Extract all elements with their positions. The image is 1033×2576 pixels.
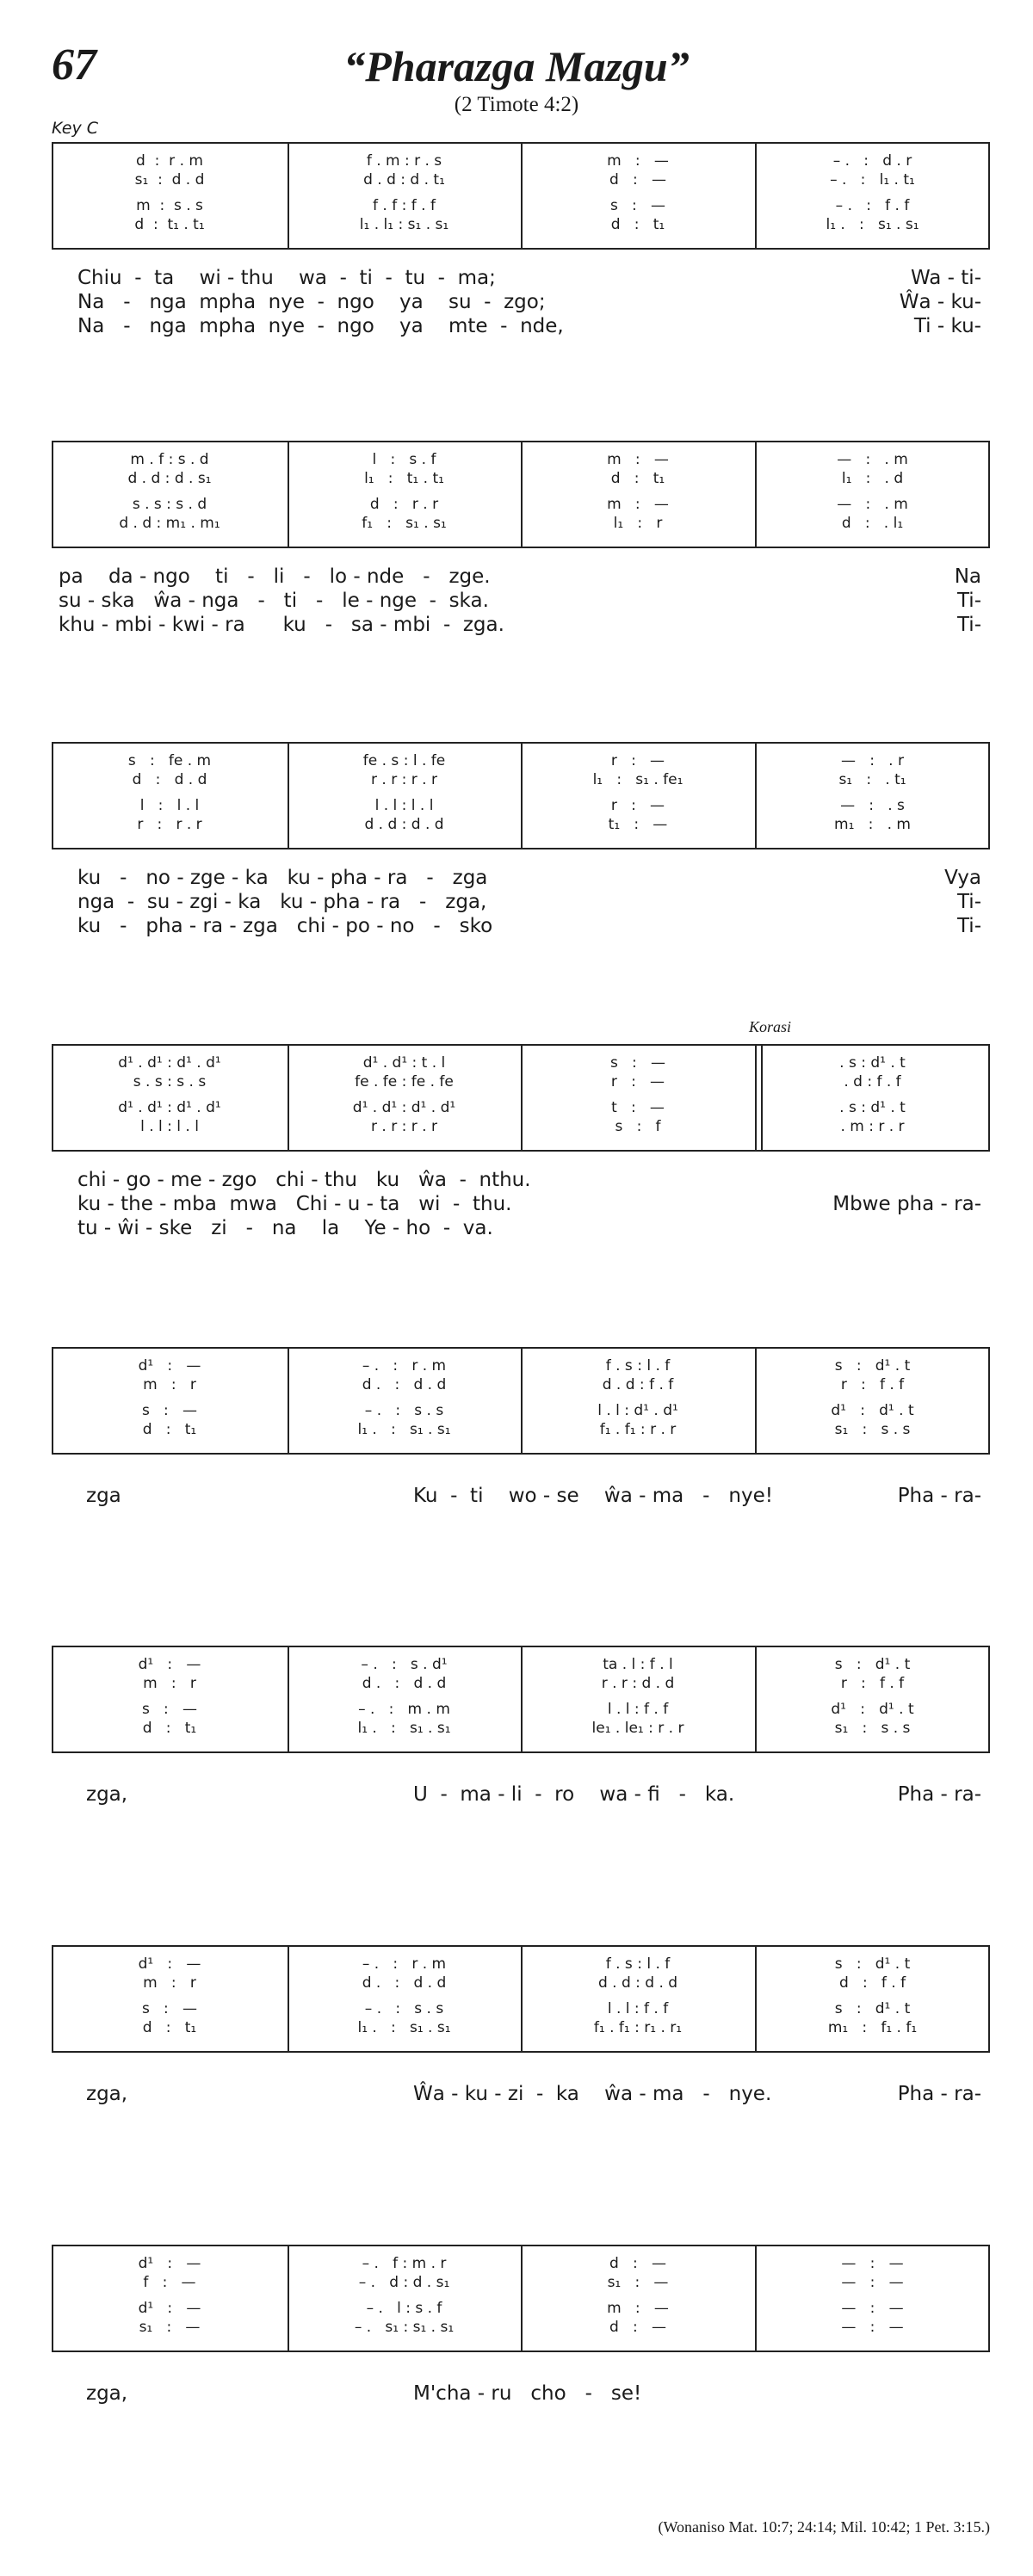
note-line: l₁ : s₁ . fe₁ [592, 771, 684, 788]
note-line: l₁ . : s₁ . s₁ [826, 216, 919, 233]
note-line: d : — [609, 2319, 666, 2336]
music-system [52, 1347, 990, 1507]
note-line: d¹ . d¹ : d¹ . d¹ [118, 1099, 221, 1116]
bar-line [521, 142, 523, 250]
note-line: l₁ . : s₁ . s₁ [357, 1720, 451, 1737]
note-line: . m : r . r [840, 1118, 905, 1135]
note-line: s₁ : s . s [834, 1720, 911, 1737]
note-line: – . s₁ : s₁ . s₁ [354, 2319, 455, 2336]
lyric-pickup: Ŵa - ku- [899, 291, 981, 313]
lyric-pickup: Na [954, 565, 981, 588]
note-line: t : — [611, 1099, 665, 1116]
note-line: d . d : f . f [602, 1376, 674, 1393]
scripture-reference: (2 Timote 4:2) [454, 93, 579, 116]
note-line: d . d : d . d [364, 816, 444, 833]
note-line: s₁ : s . s [834, 1421, 911, 1438]
bar-line [288, 441, 289, 548]
lyric-pickup: Ti- [956, 590, 981, 612]
note-line: m : r [143, 1675, 196, 1692]
note-line: — : . m [837, 451, 908, 468]
note-line: s : — [609, 197, 665, 214]
note-line: s₁ : — [607, 2274, 669, 2291]
lyric-pickup: Ti- [956, 915, 981, 937]
note-line: r . r : r . r [371, 771, 437, 788]
note-line: m : — [607, 451, 669, 468]
note-line: f . f : f . f [373, 197, 436, 214]
note-line: d¹ . d¹ : d¹ . d¹ [352, 1099, 456, 1116]
note-line: d : t₁ . t₁ [134, 216, 205, 233]
note-line: r : — [610, 797, 665, 814]
music-system [52, 1945, 990, 2105]
note-line: d¹ : — [138, 1357, 201, 1374]
note-line: d¹ : d¹ . t [831, 1402, 914, 1419]
lyric-pickup: Ti- [956, 891, 981, 913]
bar-line [755, 441, 757, 548]
lyric-line: Chiu - ta wi - thu wa - ti - tu - ma; [77, 267, 496, 289]
note-line: . s : d¹ . t [839, 1054, 906, 1072]
hymn-title: “Pharazga Mazgu” [343, 42, 690, 90]
note-line: f . m : r . s [366, 152, 442, 170]
note-line: d : f . f [838, 1974, 906, 1992]
note-line: ta . l : f . l [603, 1656, 673, 1673]
lyric-line: Na - nga mpha nye - ngo ya su - zgo; [77, 291, 546, 313]
note-line: m : — [607, 2300, 669, 2317]
bar-line [755, 742, 757, 849]
lyric-ending: zga, [86, 1783, 128, 1806]
note-line: f : — [143, 2274, 196, 2291]
bar-line [288, 2245, 289, 2352]
note-line: – . : f . f [835, 197, 910, 214]
note-line: t₁ : — [608, 816, 668, 833]
note-line: d : . l₁ [841, 515, 904, 532]
lyric-line: U - ma - li - ro wa - fi - ka. [413, 1783, 735, 1806]
lyric-ending: zga [86, 1485, 121, 1507]
note-line: l : s . f [372, 451, 436, 468]
footer-references: (Wonaniso Mat. 10:7; 24:14; Mil. 10:42; 1 Pet. 3:15.) [658, 2518, 990, 2536]
note-line: m₁ : . m [834, 816, 911, 833]
note-line: d : t₁ [610, 470, 665, 487]
lyric-line: nga - su - zgi - ka ku - pha - ra - zga, [77, 891, 487, 913]
note-line: s₁ : . t₁ [838, 771, 906, 788]
note-line: d¹ . d¹ : d¹ . d¹ [118, 1054, 221, 1072]
note-line: . d : f . f [844, 1073, 901, 1090]
note-line: fe . s : l . fe [362, 752, 446, 769]
note-line: d . d : d . t₁ [363, 171, 445, 188]
bar-line [521, 2245, 523, 2352]
korasi-label: Korasi [749, 1018, 792, 1035]
note-line: . s : d¹ . t [839, 1099, 906, 1116]
note-line: – . : d . r [832, 152, 912, 170]
lyric-line: Ŵa - ku - zi - ka ŵa - ma - nye. [413, 2083, 772, 2105]
note-line: l₁ : . d [841, 470, 904, 487]
note-line: r . r : r . r [371, 1118, 437, 1135]
music-system [52, 142, 990, 337]
note-line: s : d¹ . t [834, 1357, 911, 1374]
note-line: l : l . l [139, 797, 200, 814]
note-line: – . d : d . s₁ [358, 2274, 450, 2291]
note-line: — : — [841, 2274, 904, 2291]
music-system [52, 1646, 990, 1806]
lyric-line: ku - no - zge - ka ku - pha - ra - zga [77, 867, 488, 889]
note-line: f₁ . f₁ : r . r [599, 1421, 677, 1438]
bar-line [755, 2245, 757, 2352]
lyric-line: tu - ŵi - ske zi - na la Ye - ho - va. [77, 1217, 493, 1239]
bar-line [755, 1347, 757, 1455]
note-line: d . d : d . d [597, 1974, 678, 1992]
note-line: s₁ : — [139, 2319, 201, 2336]
note-line: f . s : l . f [605, 1955, 671, 1973]
lyric-line: chi - go - me - zgo chi - thu ku ŵa - nthu. [77, 1169, 531, 1191]
note-line: s₁ : d . d [134, 171, 205, 188]
note-line: l . l : d¹ . d¹ [597, 1402, 678, 1419]
bar-line [288, 142, 289, 250]
note-line: f₁ . f₁ : r₁ . r₁ [593, 2019, 683, 2036]
note-line: d . : d . d [362, 1974, 447, 1992]
bar-line [521, 1044, 523, 1152]
note-line: le₁ . le₁ : r . r [591, 1720, 684, 1737]
music-system [52, 2245, 990, 2405]
note-line: s : — [141, 2000, 197, 2017]
bar-line [288, 1945, 289, 2053]
key-signature: Key C [52, 119, 99, 138]
note-line: d : — [609, 2255, 666, 2272]
note-line: s : d¹ . t [834, 2000, 911, 2017]
note-line: d : d . d [132, 771, 207, 788]
note-line: — : . s [840, 797, 905, 814]
note-line: – . : s . d¹ [361, 1656, 448, 1673]
note-line: d¹ : — [138, 1955, 201, 1973]
bar-line [755, 1945, 757, 2053]
note-line: r : f . f [840, 1376, 905, 1393]
note-line: – . : m . m [358, 1701, 450, 1718]
note-line: — : . r [841, 752, 904, 769]
note-line: s : — [141, 1402, 197, 1419]
lyric-pickup: Vya [944, 867, 981, 889]
lyric-pickup: Ti- [956, 614, 981, 636]
note-line: r : f . f [840, 1675, 905, 1692]
note-line: m : s . s [136, 197, 203, 214]
note-line: – . : l₁ . t₁ [830, 171, 915, 188]
note-line: l₁ . : s₁ . s₁ [357, 1421, 451, 1438]
note-line: s : d¹ . t [834, 1955, 911, 1973]
note-line: f₁ : s₁ . s₁ [362, 515, 447, 532]
note-line: l₁ . : s₁ . s₁ [357, 2019, 451, 2036]
note-line: l . l : f . f [607, 2000, 669, 2017]
bar-line [521, 1347, 523, 1455]
bar-line [288, 1044, 289, 1152]
note-line: — : . m [837, 496, 908, 513]
note-line: s : — [141, 1701, 197, 1718]
note-line: l . l : l . l [374, 797, 434, 814]
bar-line [288, 1347, 289, 1455]
note-line: d : t₁ [610, 216, 665, 233]
double-bar-line [761, 1044, 763, 1152]
note-line: m₁ : f₁ . f₁ [827, 2019, 918, 2036]
note-line: – . f : m . r [362, 2255, 447, 2272]
note-line: — : — [841, 2300, 904, 2317]
note-line: – . : r . m [362, 1955, 447, 1973]
lyric-line: ku - the - mba mwa Chi - u - ta wi - thu. [77, 1193, 512, 1215]
note-line: l . l : l . l [140, 1118, 199, 1135]
music-system [52, 1018, 990, 1239]
note-line: s : d¹ . t [834, 1656, 911, 1673]
note-line: d : t₁ [142, 2019, 197, 2036]
bar-line [755, 1646, 757, 1753]
note-line: s : fe . m [127, 752, 212, 769]
note-line: d : t₁ [142, 1720, 197, 1737]
note-line: d : — [609, 171, 666, 188]
lyric-line: pa da - ngo ti - li - lo - nde - zge. [59, 565, 491, 588]
bar-line [521, 1945, 523, 2053]
note-line: d¹ : — [138, 2300, 201, 2317]
bar-line [288, 742, 289, 849]
note-line: r : — [610, 752, 665, 769]
lyric-pickup: Mbwe pha - ra- [832, 1193, 981, 1215]
note-line: – . : r . m [362, 1357, 447, 1374]
bar-line [521, 1646, 523, 1753]
note-line: d . d : d . s₁ [127, 470, 212, 487]
lyric-pickup: Wa - ti- [911, 267, 981, 289]
note-line: d : t₁ [142, 1421, 197, 1438]
note-line: – . l : s . f [366, 2300, 442, 2317]
hymn-number: 67 [52, 40, 96, 90]
note-line: – . : s . s [364, 2000, 444, 2017]
lyric-line: su - ska ŵa - nga - ti - le - nge - ska. [59, 590, 489, 612]
bar-line [755, 1044, 757, 1152]
bar-line [521, 742, 523, 849]
note-line: d : r . m [136, 152, 203, 170]
note-line: l₁ : t₁ . t₁ [364, 470, 444, 487]
note-line: l₁ . l₁ : s₁ . s₁ [359, 216, 449, 233]
note-line: r : r . r [137, 816, 202, 833]
lyric-pickup: Pha - ra- [897, 1485, 981, 1507]
bar-line [521, 441, 523, 548]
lyric-line: khu - mbi - kwi - ra ku - sa - mbi - zga. [59, 614, 504, 636]
lyric-line: Na - nga mpha nye - ngo ya mte - nde, [77, 315, 564, 337]
lyric-ending: zga, [86, 2083, 128, 2105]
note-line: l . l : f . f [607, 1701, 669, 1718]
note-line: f . s : l . f [605, 1357, 671, 1374]
lyric-line: M'cha - ru cho - se! [413, 2382, 642, 2405]
lyric-pickup: Pha - ra- [897, 2083, 981, 2105]
music-system [52, 742, 990, 937]
note-line: d : r . r [369, 496, 439, 513]
lyric-line: Ku - ti wo - se ŵa - ma - nye! [413, 1485, 773, 1507]
note-line: m : — [607, 496, 669, 513]
bar-line [288, 1646, 289, 1753]
note-line: m : r [143, 1376, 196, 1393]
note-line: s : f [615, 1118, 661, 1135]
note-line: d¹ : d¹ . t [831, 1701, 914, 1718]
note-line: s . s : s . s [133, 1073, 207, 1090]
note-line: s . s : s . d [132, 496, 207, 513]
lyric-ending: zga, [86, 2382, 128, 2405]
note-line: s : — [609, 1054, 665, 1072]
note-line: m . f : s . d [130, 451, 209, 468]
note-line: d¹ . d¹ : t . l [362, 1054, 446, 1072]
bar-line [755, 142, 757, 250]
note-line: fe . fe : fe . fe [355, 1073, 454, 1090]
note-line: d . : d . d [362, 1376, 447, 1393]
note-line: d¹ : — [138, 2255, 201, 2272]
note-line: d . d : m₁ . m₁ [119, 515, 220, 532]
note-line: — : — [841, 2319, 904, 2336]
lyric-line: ku - pha - ra - zga chi - po - no - sko [77, 915, 493, 937]
note-line: m : r [143, 1974, 196, 1992]
note-line: r : — [610, 1073, 665, 1090]
note-line: m : — [607, 152, 669, 170]
note-line: d . : d . d [362, 1675, 447, 1692]
lyric-pickup: Ti - ku- [913, 315, 981, 337]
note-line: — : — [841, 2255, 904, 2272]
note-line: r . r : d . d [601, 1675, 675, 1692]
note-line: l₁ : r [613, 515, 663, 532]
lyric-pickup: Pha - ra- [897, 1783, 981, 1806]
note-line: d¹ : — [138, 1656, 201, 1673]
music-system [52, 441, 990, 636]
note-line: – . : s . s [364, 1402, 444, 1419]
